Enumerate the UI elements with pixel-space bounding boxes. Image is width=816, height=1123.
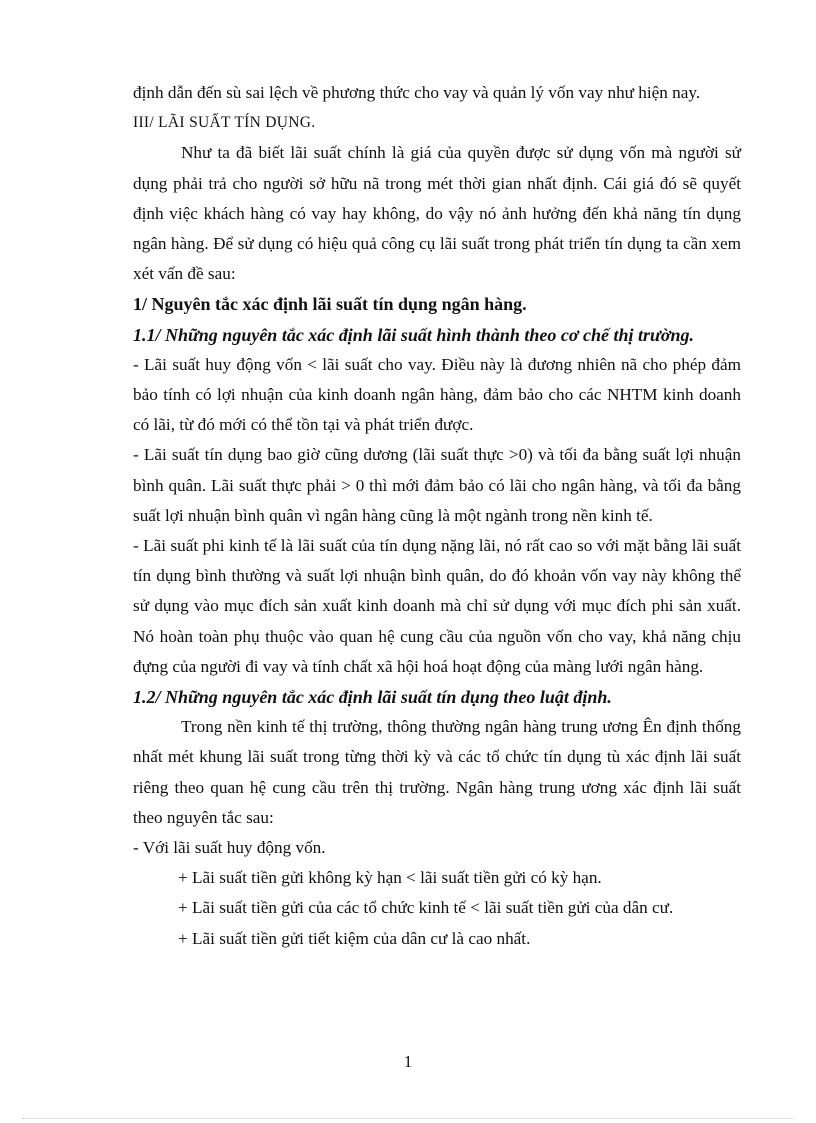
heading-principles: 1/ Nguyên tắc xác định lãi suất tín dụng ngân hàng. xyxy=(133,294,527,315)
paragraph-intro: Như ta đã biết lãi suất chính là giá của quyền được sử dụng vốn mà người sử dụng phải trả cho người sở hữu nã trong mét thời gian nhất định. Cái giá đó sẽ quyết định việc khách hàng có vay hay không, do vậy nó ảnh hưởng đến khả năng tín dụng ngân hàng. Để sử dụng có hiệu quả công cụ lãi suất trong phát triển tín dụng ta cần xem xét vấn đề sau: xyxy=(133,143,741,284)
bullet-paragraph: - Với lãi suất huy động vốn. xyxy=(133,838,326,858)
bullet-paragraph: - Lãi suất huy động vốn < lãi suất cho vay. Điều này là đương nhiên nã cho phép đảm bảo tính có lợi nhuận của kinh doanh ngân hàng, đảm bảo cho các NHTM kinh doanh có lãi, từ đó mới có thể tồn tại và phát triển được. xyxy=(133,354,741,435)
bullet-paragraph: - Lãi suất phi kinh tế là lãi suất của tín dụng nặng lãi, nó rất cao so với mặt bằng lãi suất tín dụng bình thường và suất lợi nhuận bình quân, do đó khoản vốn vay này không thể sử dụng vào mục đích sản xuất kinh doanh mà chỉ sử dụng với mục đích phi sản xuất. Nó hoàn toàn phụ thuộc vào quan hệ cung cầu của nguồn vốn cho vay, khả năng chịu đựng của người đi vay và tính chất xã hội hoá hoạt động của màng lưới ngân hàng. xyxy=(133,536,741,676)
sub-bullet: + Lãi suất tiền gửi không kỳ hạn < lãi suất tiền gửi có kỳ hạn. xyxy=(178,868,602,888)
document-body xyxy=(133,78,741,954)
heading-legal-principles: 1.2/ Những nguyên tắc xác định lãi suất tín dụng theo luật định. xyxy=(133,687,612,708)
bullet-paragraph: - Lãi suất tín dụng bao giờ cũng dương (lãi suất thực >0) và tối đa bằng suất lợi nhuận bình quân. Lãi suất thực phải > 0 thì mới đảm bảo có lãi cho ngân hàng, và tối đa bằng suất lợi nhuận bình quân vì ngân hàng cũng là một ngành trong nền kinh tế. xyxy=(133,445,741,525)
sub-bullet: + Lãi suất tiền gửi của các tổ chức kinh tế < lãi suất tiền gửi của dân cư. xyxy=(178,898,674,918)
sub-bullet: + Lãi suất tiền gửi tiết kiệm của dân cư là cao nhất. xyxy=(178,928,531,948)
section-heading: III/ LÃI SUẤT TÍN DỤNG. xyxy=(133,114,316,132)
paragraph-central-bank: Trong nền kinh tế thị trường, thông thường ngân hàng trung ương Ên định thống nhất mét khung lãi suất trong từng thời kỳ và các tổ chức tín dụng tù xác định lãi suất riêng theo quan hệ cung cầu trên thị trường. Ngân hàng trung ương xác định lãi suất theo nguyên tắc sau: xyxy=(133,717,741,827)
heading-market-principles: 1.1/ Những nguyên tắc xác định lãi suất hình thành theo cơ chế thị trường. xyxy=(133,324,695,345)
page-number: 1 xyxy=(403,1052,413,1071)
page-divider xyxy=(22,1118,794,1119)
paragraph-continuation: định dẫn đến sù sai lệch về phương thức cho vay và quản lý vốn vay như hiện nay. xyxy=(133,83,701,102)
